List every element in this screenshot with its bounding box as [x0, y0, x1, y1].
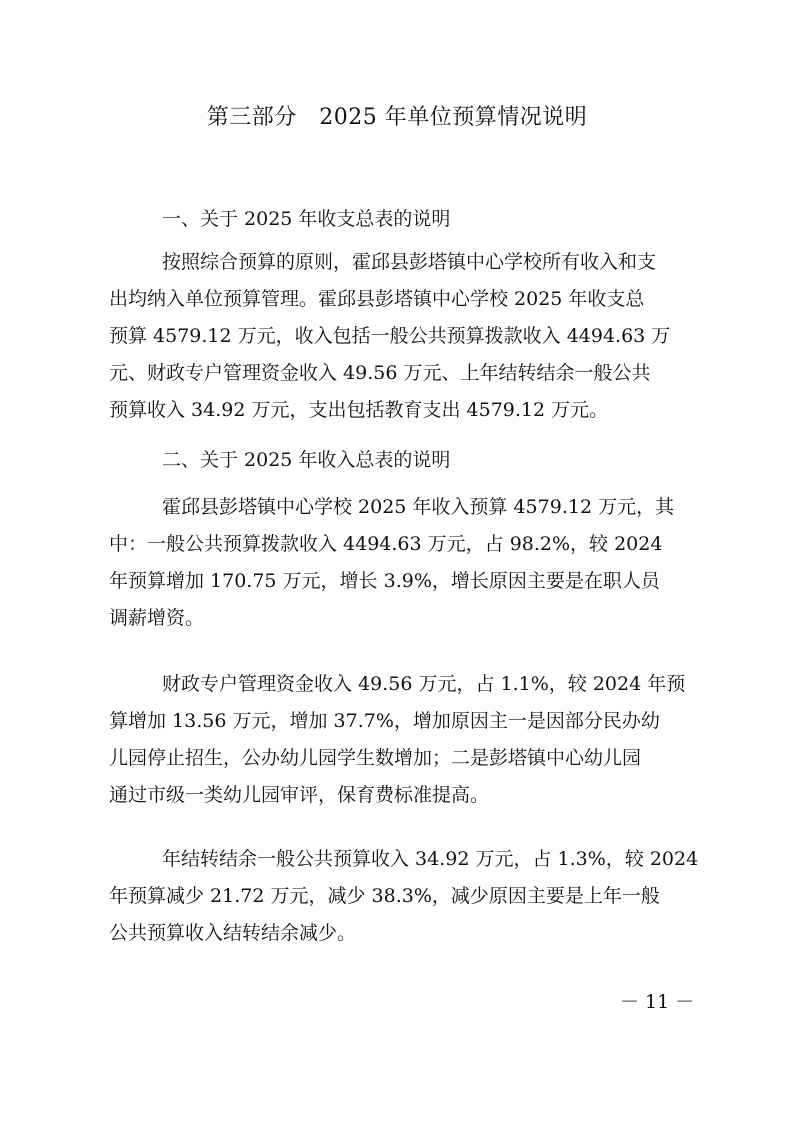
paragraph-line: 年预算增加 170.75 万元，增长 3.9%，增长原因主要是在职人员: [109, 570, 660, 592]
paragraph-income-expense-summary: [109, 244, 713, 429]
paragraph-line: 霍邱县彭塔镇中心学校 2025 年收入预算 4579.12 万元，其: [162, 496, 675, 518]
page-number: － 11 －: [620, 991, 695, 1013]
paragraph-line: 算增加 13.56 万元，增加 37.7%，增加原因主一是因部分民办幼: [109, 710, 660, 732]
paragraph-total-income: [109, 489, 713, 637]
paragraph-line: 年预算减少 21.72 万元，减少 38.3%，减少原因主要是上年一般: [109, 885, 660, 907]
paragraph-line: 财政专户管理资金收入 49.56 万元，占 1.1%，较 2024 年预: [162, 673, 686, 695]
paragraph-line: 调薪增资。: [109, 607, 205, 629]
paragraph-special-account-income: [109, 666, 713, 814]
paragraph-line: 儿园停止招生，公办幼儿园学生数增加；二是彭塔镇中心幼儿园: [109, 747, 642, 769]
paragraph-line: 出均纳入单位预算管理。霍邱县彭塔镇中心学校 2025 年收支总: [109, 288, 645, 310]
page-title: 第三部分 2025 年单位预算情况说明: [206, 105, 588, 130]
paragraph-line: 年结转结余一般公共预算收入 34.92 万元，占 1.3%，较 2024: [162, 848, 699, 870]
paragraph-line: 预算收入 34.92 万元，支出包括教育支出 4579.12 万元。: [109, 399, 609, 421]
paragraph-line: 通过市级一类幼儿园审评，保育费标准提高。: [109, 784, 490, 806]
section-heading-2: 二、关于 2025 年收入总表的说明: [162, 449, 451, 471]
paragraph-line: 预算 4579.12 万元，收入包括一般公共预算拨款收入 4494.63 万: [109, 325, 671, 347]
paragraph-carryover-income: [109, 841, 713, 952]
paragraph-line: 按照综合预算的原则，霍邱县彭塔镇中心学校所有收入和支: [162, 251, 657, 273]
paragraph-line: 元、财政专户管理资金收入 49.56 万元、上年结转结余一般公共: [109, 362, 651, 384]
paragraph-line: 中：一般公共预算拨款收入 4494.63 万元，占 98.2%，较 2024: [109, 533, 663, 555]
section-heading-1: 一、关于 2025 年收支总表的说明: [162, 208, 451, 230]
paragraph-line: 公共预算收入结转结余减少。: [109, 922, 357, 944]
